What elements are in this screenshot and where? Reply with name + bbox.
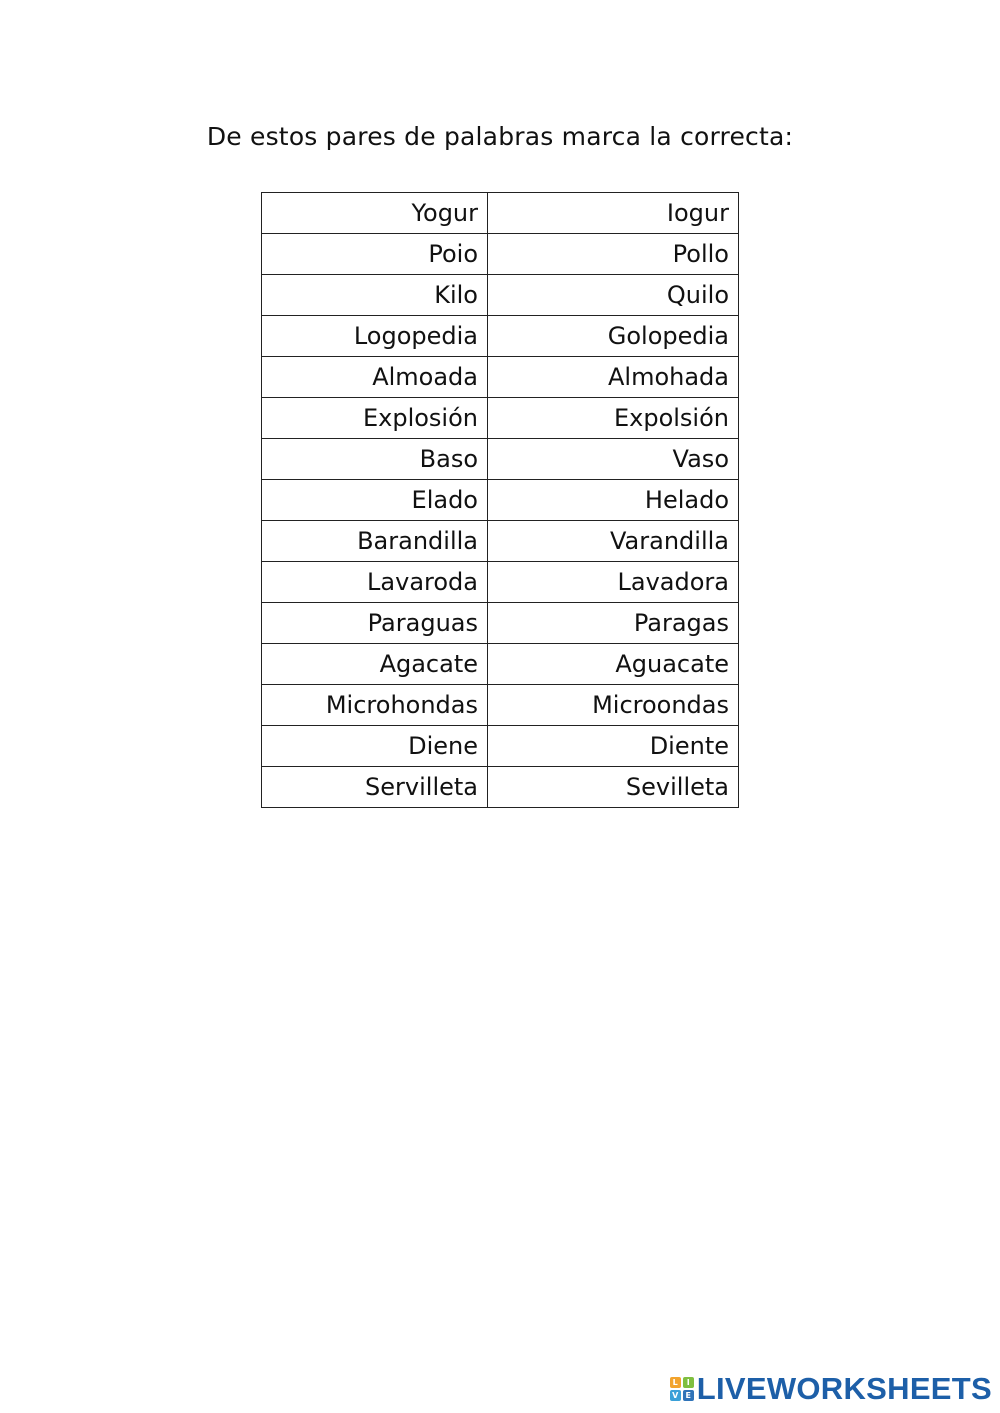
word-pair-row (262, 234, 739, 275)
brand-name: LIVEWORKSHEETS (696, 1371, 992, 1406)
word-option-a[interactable]: Barandilla (262, 521, 488, 562)
word-option-a[interactable]: Paraguas (262, 603, 488, 644)
instruction-text: De estos pares de palabras marca la correcta: (206, 122, 794, 151)
word-pair-row (262, 480, 739, 521)
word-option-b[interactable]: Paragas (488, 603, 739, 644)
word-option-b[interactable]: Aguacate (488, 644, 739, 685)
word-option-a[interactable]: Yogur (262, 193, 488, 234)
word-pairs-table (261, 192, 739, 808)
word-option-b[interactable]: Diente (488, 726, 739, 767)
word-option-a[interactable]: Explosión (262, 398, 488, 439)
word-option-a[interactable]: Lavaroda (262, 562, 488, 603)
word-pair-row (262, 644, 739, 685)
word-option-a[interactable]: Servilleta (262, 767, 488, 808)
word-pair-row (262, 439, 739, 480)
word-pair-row (262, 521, 739, 562)
word-pair-row (262, 275, 739, 316)
word-option-a[interactable]: Kilo (262, 275, 488, 316)
word-pair-row (262, 603, 739, 644)
word-option-b[interactable]: Varandilla (488, 521, 739, 562)
word-option-b[interactable]: Microondas (488, 685, 739, 726)
word-pair-row (262, 316, 739, 357)
word-option-b[interactable]: Iogur (488, 193, 739, 234)
word-pair-row (262, 767, 739, 808)
word-option-b[interactable]: Almohada (488, 357, 739, 398)
word-option-b[interactable]: Sevilleta (488, 767, 739, 808)
word-option-a[interactable]: Logopedia (262, 316, 488, 357)
logo-letter: V (670, 1390, 681, 1401)
word-option-b[interactable]: Pollo (488, 234, 739, 275)
liveworksheets-logo-icon (670, 1377, 694, 1401)
word-pair-row (262, 398, 739, 439)
logo-letter: L (670, 1377, 681, 1388)
word-option-b[interactable]: Helado (488, 480, 739, 521)
word-option-a[interactable]: Microhondas (262, 685, 488, 726)
word-option-b[interactable]: Quilo (488, 275, 739, 316)
word-pair-row (262, 685, 739, 726)
word-option-a[interactable]: Elado (262, 480, 488, 521)
word-option-b[interactable]: Lavadora (488, 562, 739, 603)
word-option-a[interactable]: Agacate (262, 644, 488, 685)
logo-letter: E (683, 1390, 694, 1401)
word-pair-row (262, 357, 739, 398)
word-option-a[interactable]: Baso (262, 439, 488, 480)
word-option-a[interactable]: Almoada (262, 357, 488, 398)
word-pair-row (262, 726, 739, 767)
word-option-a[interactable]: Poio (262, 234, 488, 275)
word-pair-row (262, 562, 739, 603)
word-option-b[interactable]: Vaso (488, 439, 739, 480)
word-option-a[interactable]: Diene (262, 726, 488, 767)
word-option-b[interactable]: Golopedia (488, 316, 739, 357)
logo-letter: I (683, 1377, 694, 1388)
liveworksheets-brand (670, 1371, 992, 1407)
word-option-b[interactable]: Expolsión (488, 398, 739, 439)
word-pair-row (262, 193, 739, 234)
